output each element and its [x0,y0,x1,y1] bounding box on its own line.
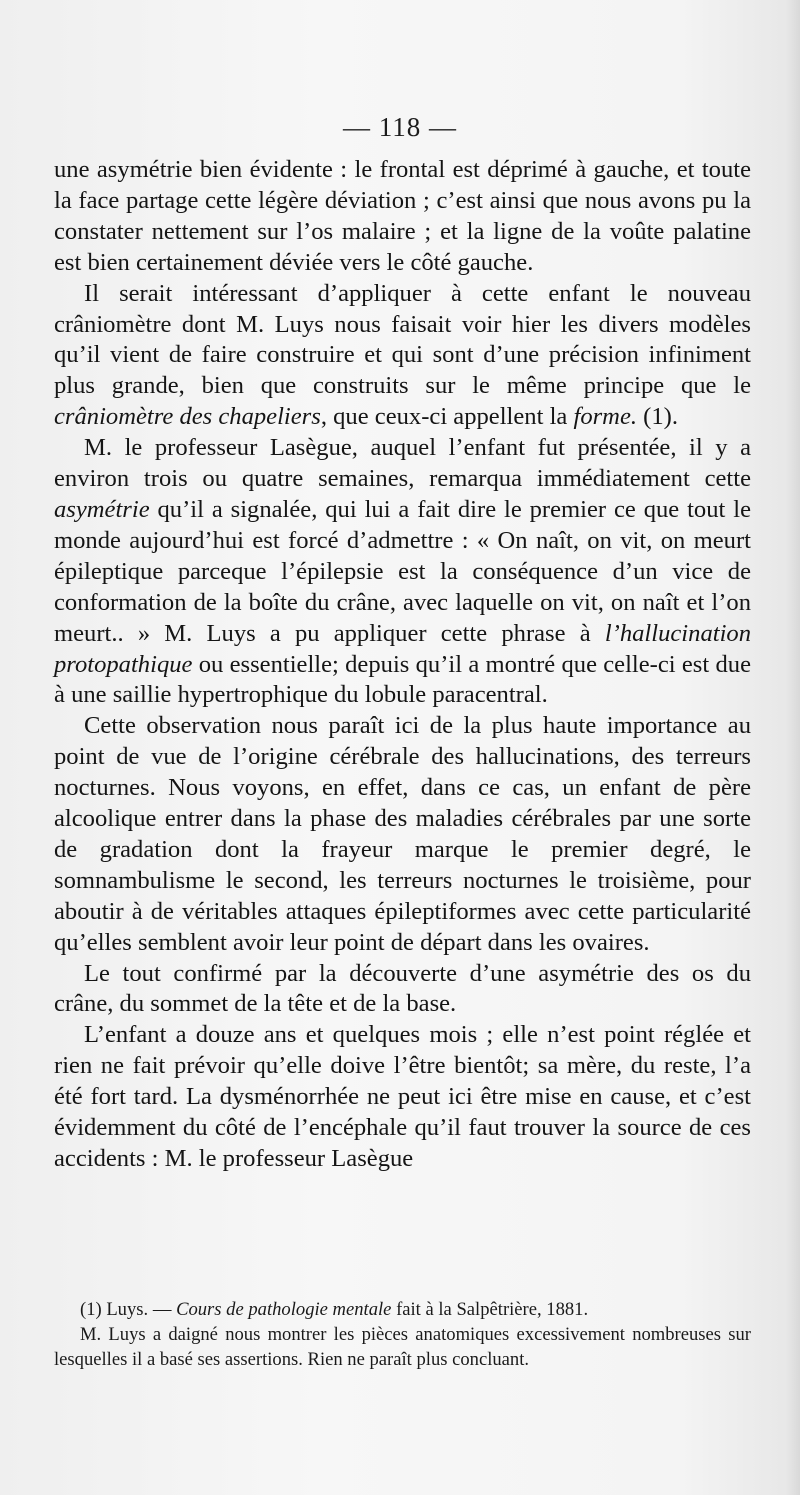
page-edge-shadow [786,0,800,1495]
italic-text: forme. [573,403,638,431]
text-run: qu’il a signalée, qui lui a fait dire le premier ce que tout le monde aujourd’hui est forcé d’admettre : « On naît, on vit, on meurt épileptique parceque l’épilepsie est la conséquence d’un vice de conformation de la boîte du crâne, avec laquelle on vit, on naît et l’on meurt.. » M. Luys a pu appliquer cette phrase à [54,495,751,647]
page-number: — 118 — [343,112,457,142]
italic-text: asymétrie [54,495,150,523]
paragraph-5 [54,959,751,1021]
paragraph-3 [54,433,751,711]
text-run: (1) Luys. — [80,1299,177,1320]
text-run: une asymétrie bien évidente : le frontal est déprimé à gauche, et toute la face partage cette légère déviation ; c’est ainsi que nous avons pu la constater nettement sur l’os malaire ; et la ligne de la voûte palatine est bien certainement déviée vers le côté gauche. [54,156,751,276]
text-run: (1). [637,403,678,431]
text-run: , que ceux-ci appellent la [320,403,574,431]
footnotes [54,1297,751,1372]
text-run: L’enfant a douze ans et quelques mois ; elle n’est point réglée et rien ne fait prévoir qu’elle doive l’être bientôt; sa mère, du reste, l’a été fort tard. La dysménorrhée ne peut ici être mise en cause, et c’est évidemment du côté de l’encéphale qu’il faut trouver la source de ces accidents : M. le professeur Lasègue [54,1021,751,1172]
text-run: Cette observation nous paraît ici de la plus haute importance au point de vue de l’origine cérébrale des hallucinations, des terreurs nocturnes. Nous voyons, en effet, dans ce cas, un enfant de père alcoolique entrer dans la phase des maladies cérébrales par une sorte de gradation dont la frayeur marque le premier degré, le somnambulisme le second, les terreurs nocturnes le troisième, pour aboutir à de véritables attaques épileptiformes avec cette particularité qu’elles semblent avoir leur point de départ dans les ovaires. [54,712,751,956]
footnote-1 [54,1297,751,1322]
text-run: Le tout confirmé par la découverte d’une asymétrie des os du crâne, du sommet de la tête et de la base. [54,959,751,1018]
text-run: M. Luys a daigné nous montrer les pièces anatomiques excessivement nombreuses sur lesquelles il a basé ses assertions. Rien ne paraît plus concluant. [54,1324,751,1370]
paragraph-2 [54,279,751,434]
paragraph-1 [54,155,751,279]
italic-text: crâniomètre des chapeliers [54,403,321,431]
footnote-2 [54,1322,751,1372]
text-run: fait à la Salpêtrière, 1881. [391,1299,589,1320]
paragraph-4 [54,711,751,958]
paragraph-6 [54,1020,751,1175]
italic-text: Cours de pathologie mentale [176,1299,392,1320]
text-run: ou essentielle; depuis qu’il a montré que celle-ci est due à une saillie hypertrophique du lobule paracentral. [54,650,751,709]
text-run: Il serait intéressant d’appliquer à cette enfant le nouveau crâniomètre dont M. Luys nous faisait voir hier les divers modèles qu’il vient de faire construire et qui sont d’une précision infiniment plus grande, bien que construits sur le même principe que le [54,279,751,400]
text-run: M. le professeur Lasègue, auquel l’enfant fut présentée, il y a environ trois ou quatre semaines, remarqua immédiatement cette [54,434,751,493]
body-text [54,155,751,1175]
italic-text: l’hallucination protopathique [54,619,751,678]
